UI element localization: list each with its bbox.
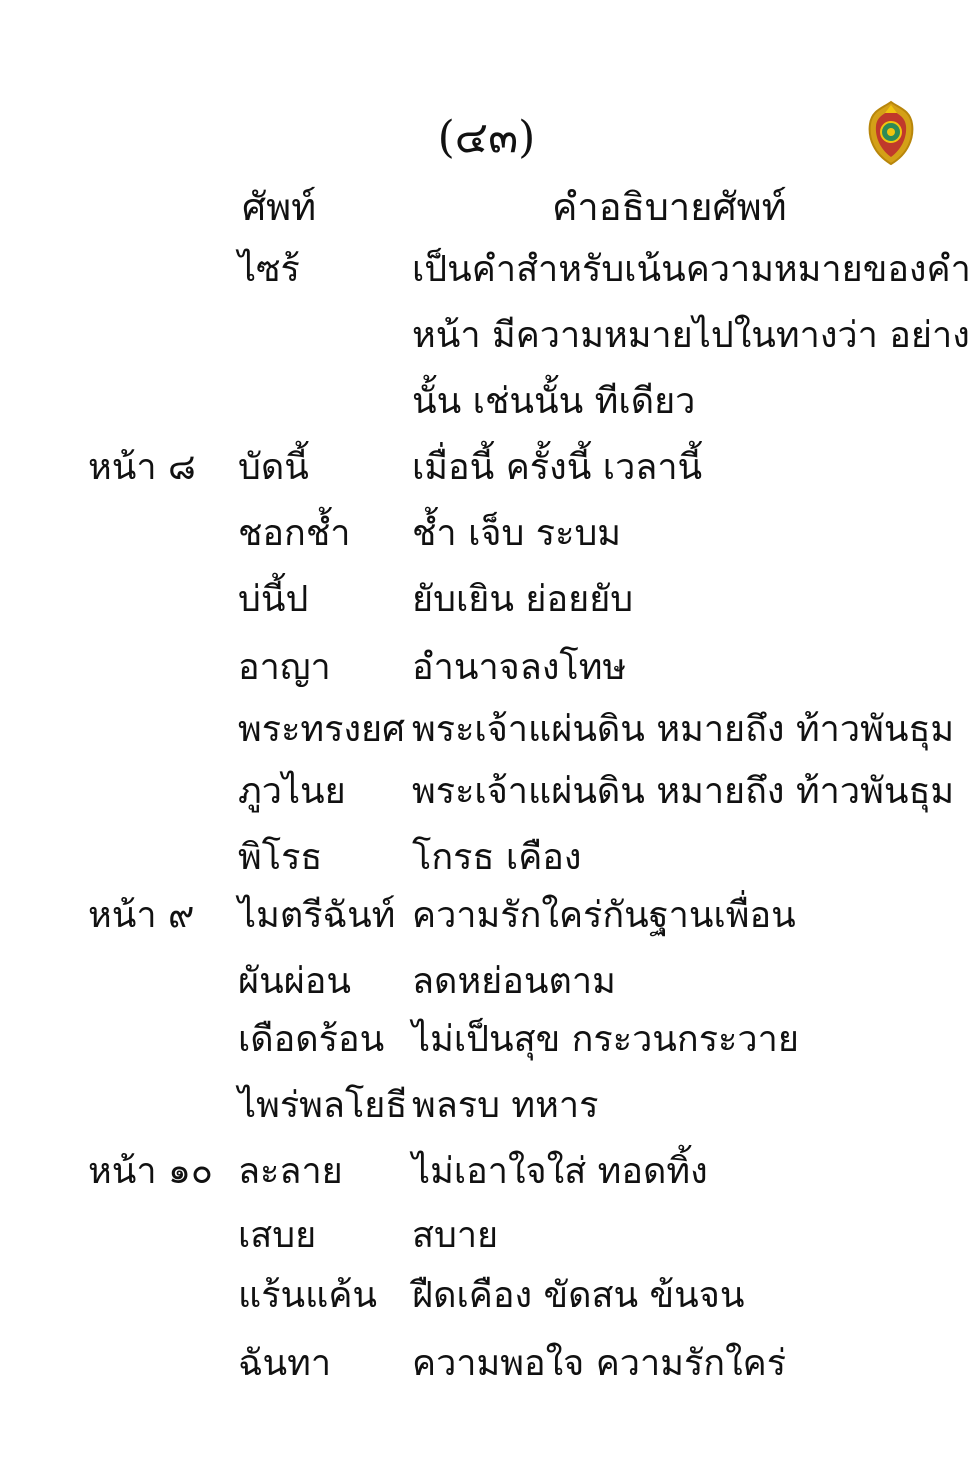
entry-term: ภูวไนย [238,771,346,812]
glossary-entry [0,1206,973,1266]
entry-definition: ความรักใคร่กันฐานเพื่อน [412,895,796,936]
entry-term: เสบย [238,1215,317,1256]
glossary-entry [0,1266,973,1326]
entry-term: ชอกช้ำ [238,513,351,554]
entry-definition: พระเจ้าแผ่นดิน หมายถึง ท้าวพันธุม [412,709,955,750]
glossary-entry [0,762,973,822]
entry-definition: เมื่อนี้ ครั้งนี้ เวลานี้ [412,447,703,488]
entry-definition: เป็นคำสำหรับเน้นความหมายของคำ [412,249,971,290]
entry-definition: อำนาจลงโทษ [412,647,627,688]
glossary-entry [0,700,973,760]
entry-term: บ่นี้ป [238,579,309,620]
entry-term: ไซร้ [238,249,300,290]
entry-definition: หน้า มีความหมายไปในทางว่า อย่าง [412,315,970,356]
entry-term: บัดนี้ [238,447,309,488]
header-definition: คำอธิบายศัพท์ [552,185,787,229]
entry-term: ไพร่พลโยธี [238,1085,408,1126]
glossary-entry-continuation [0,306,973,366]
glossary-entry [0,240,973,300]
glossary-entry [0,438,973,498]
entry-term: ละลาย [238,1151,343,1192]
glossary-entry-continuation [0,372,973,432]
glossary-entry [0,886,973,946]
entry-term: อาญา [238,647,331,688]
royal-emblem-icon [866,100,916,166]
entry-definition: พระเจ้าแผ่นดิน หมายถึง ท้าวพันธุม [412,771,955,812]
source-page-label: หน้า ๑๐ [88,1151,213,1192]
entry-term: พิโรธ [238,837,323,878]
entry-definition: ช้ำ เจ็บ ระบม [412,513,622,554]
source-page-label: หน้า ๘ [88,447,196,488]
entry-definition: นั้น เช่นนั้น ทีเดียว [412,381,696,422]
glossary-entry [0,504,973,564]
source-page-label: หน้า ๙ [88,895,195,936]
entry-definition: ลดหย่อนตาม [412,961,616,1002]
entry-definition: ฝืดเคือง ขัดสน ข้นจน [412,1275,745,1316]
entry-definition: ยับเยิน ย่อยยับ [412,579,634,620]
glossary-entry [0,1334,973,1394]
entry-term: เดือดร้อน [238,1019,385,1060]
glossary-entry [0,952,973,1012]
entry-definition: สบาย [412,1215,499,1256]
glossary-entry [0,638,973,698]
header-term: ศัพท์ [242,185,317,229]
glossary-entry [0,1142,973,1202]
glossary-entry [0,828,973,888]
glossary-entry [0,570,973,630]
entry-definition: พลรบ ทหาร [412,1085,599,1126]
entry-definition: ไม่เป็นสุข กระวนกระวาย [412,1019,799,1060]
entry-term: ฉันทา [238,1343,332,1384]
glossary-entry [0,1076,973,1136]
entry-definition: ความพอใจ ความรักใคร่ [412,1343,787,1384]
entry-definition: ไม่เอาใจใส่ ทอดทิ้ง [412,1151,708,1192]
glossary-entry [0,1010,973,1070]
page-number: (๔๓) [437,112,536,163]
entry-term: ผันผ่อน [238,961,352,1002]
entry-term: พระทรงยศ [238,709,405,750]
entry-term: ไมตรีฉันท์ [238,895,396,936]
entry-definition: โกรธ เคือง [412,837,582,878]
entry-term: แร้นแค้น [238,1275,378,1316]
